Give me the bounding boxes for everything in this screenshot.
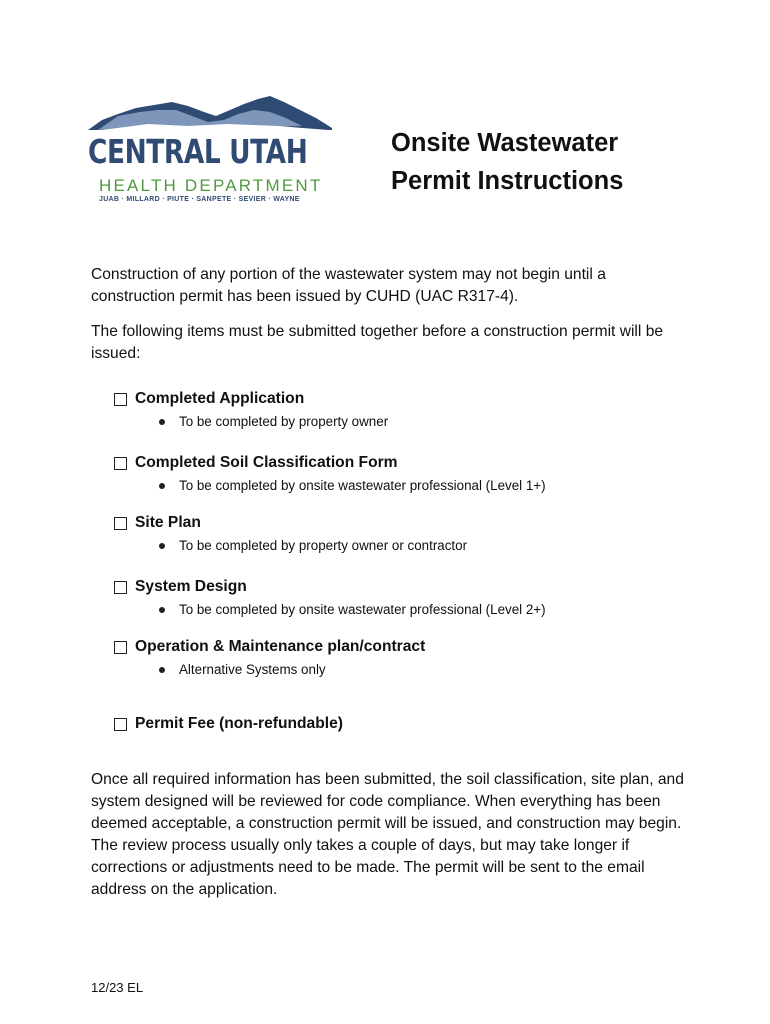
checklist-item — [114, 576, 714, 619]
bullet-icon — [159, 607, 165, 613]
intro-paragraph-1: Construction of any portion of the wastewater system may not begin until a construction permit has been issued by CUHD (UAC R317-4). — [91, 266, 606, 305]
bullet-icon — [159, 483, 165, 489]
page-title — [391, 124, 721, 200]
checkbox-icon — [114, 517, 127, 530]
mountain-icon — [88, 96, 332, 132]
logo-main-text: CENTRAL UTAH — [88, 132, 308, 171]
checkbox-icon — [114, 457, 127, 470]
logo — [88, 96, 332, 208]
title-line-1: Onsite Wastewater — [391, 129, 619, 157]
intro-paragraph-2: The following items must be submitted together before a construction permit will be issued: — [91, 323, 664, 362]
bullet-icon — [159, 667, 165, 673]
bullet-icon — [159, 419, 165, 425]
title-line-2: Permit Instructions — [391, 167, 624, 195]
checkbox-icon — [114, 581, 127, 594]
checkbox-icon — [114, 641, 127, 654]
logo-sub-text: HEALTH DEPARTMENT — [99, 176, 323, 195]
checklist-item — [114, 452, 714, 495]
checklist-item — [114, 713, 714, 735]
item-note: To be completed by property owner — [179, 414, 389, 429]
item-label: Operation & Maintenance plan/contract — [135, 638, 426, 655]
checklist-item — [114, 636, 714, 679]
logo-counties-text: JUAB · MILLARD · PIUTE · SANPETE · SEVIER · WAYNE — [99, 196, 300, 203]
checklist-item — [114, 512, 714, 555]
item-note: To be completed by onsite wastewater professional (Level 2+) — [179, 602, 546, 617]
bullet-icon — [159, 543, 165, 549]
item-label: Permit Fee (non-refundable) — [135, 715, 343, 732]
checklist-item — [114, 388, 714, 431]
checkbox-icon — [114, 718, 127, 731]
item-label: Site Plan — [135, 514, 201, 531]
closing-paragraph: Once all required information has been submitted, the soil classification, site plan, and system designed will be reviewed for code compliance. When everything has been deemed acceptable, a construction permit will be issued, and construction may begin. The review process usually only takes a couple of days, but may take longer if corrections or adjustments need to be made. The permit will be sent to the email address on the application. — [91, 771, 684, 898]
footer-revision: 12/23 EL — [91, 980, 144, 995]
item-label: Completed Soil Classification Form — [135, 454, 398, 471]
item-note: To be completed by property owner or contractor — [179, 538, 468, 553]
checkbox-icon — [114, 393, 127, 406]
item-note: Alternative Systems only — [179, 662, 326, 677]
item-label: Completed Application — [135, 390, 305, 407]
item-note: To be completed by onsite wastewater professional (Level 1+) — [179, 478, 546, 493]
item-label: System Design — [135, 578, 247, 595]
